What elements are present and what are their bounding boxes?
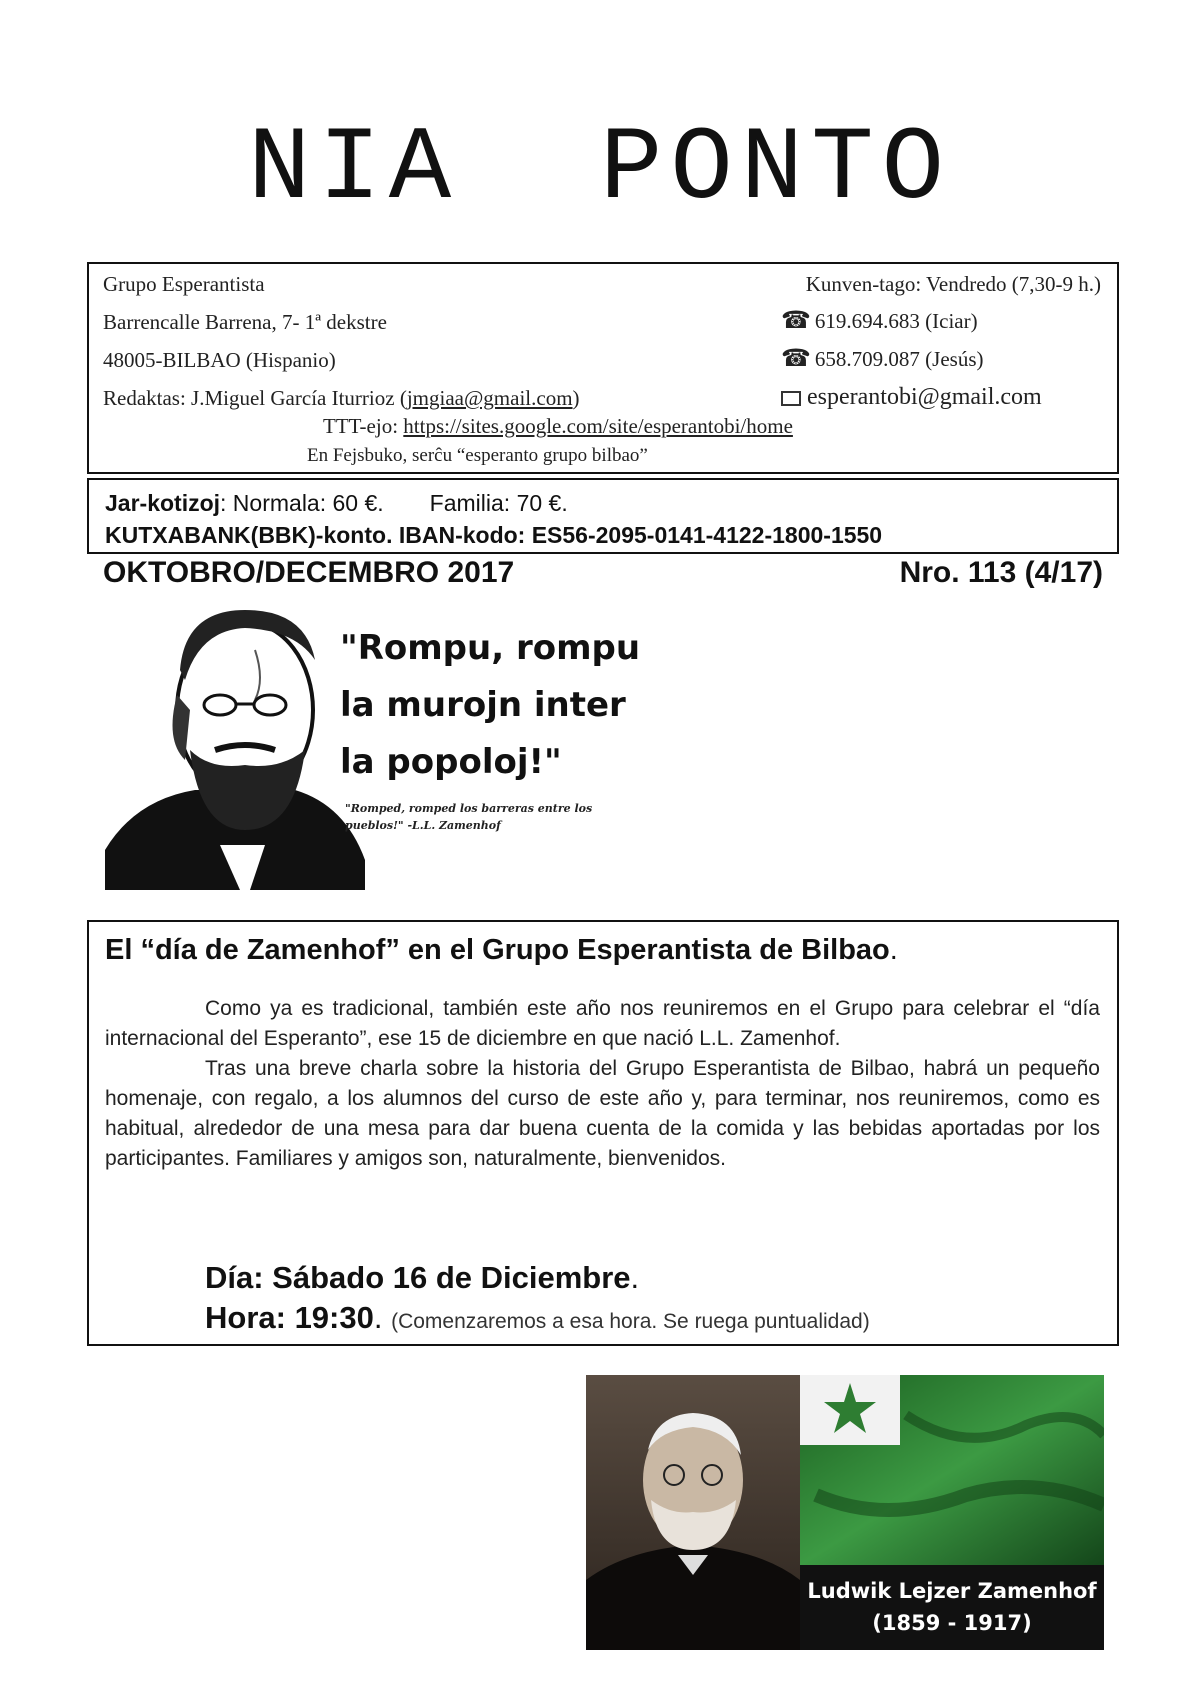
event-time: Hora: 19:30 — [205, 1300, 374, 1335]
phone-icon: ☎ — [781, 346, 811, 372]
group-email[interactable]: esperantobi@gmail.com — [807, 384, 1042, 410]
quote-line-3: la popoloj!" — [340, 742, 562, 782]
quote-translation — [345, 800, 665, 834]
article-title-end: . — [889, 934, 898, 966]
article-paragraph-2: Tras una breve charla sobre la historia del Grupo Esperantista de Bilbao, habrá un pequeño homenaje, con regalo, a los alumnos del curso de este año y, para terminar, nos reuniremos, como es habitual, alrededor de una mesa para dar buena cuenta de la comida y las bebidas aportadas por los participantes. Familiares y amigos son, naturalmente, bienvenidos. — [105, 1057, 1100, 1170]
website-link[interactable]: https://sites.google.com/site/esperantobi/home — [403, 414, 793, 438]
phone-line-2 — [781, 344, 983, 373]
event-time-note: (Comenzaremos a esa hora. Se ruega puntualidad) — [391, 1310, 870, 1333]
phone-number-2: 658.709.087 (Jesús) — [814, 347, 984, 371]
fee-family: Familia: 70 €. — [429, 490, 568, 516]
quote-line-1: "Rompu, rompu — [340, 628, 641, 668]
article-title — [105, 934, 898, 967]
article-paragraph-1: Como ya es tradicional, también este año nos reuniremos en el Grupo para celebrar el “día internacional del Esperanto”, ese 15 de diciembre en que nació L.L. Zamenhof. — [105, 997, 1100, 1050]
website-prefix: TTT-ejo: — [323, 414, 404, 438]
website-line — [323, 414, 793, 439]
event-day: Día: Sábado 16 de Diciembre — [205, 1260, 631, 1295]
zamenhof-day-article — [87, 920, 1119, 1346]
quote-line-2: la murojn inter — [340, 685, 626, 725]
editor-prefix: Redaktas: J.Miguel García Iturrioz ( — [103, 386, 407, 410]
caption-years: (1859 - 1917) — [872, 1611, 1032, 1635]
group-name: Grupo Esperantista — [103, 272, 265, 296]
phone-icon: ☎ — [781, 308, 811, 334]
address: Barrencalle Barrena, 7- 1ª dekstre — [103, 310, 387, 334]
bank-account: KUTXABANK(BBK)-konto. IBAN-kodo: ES56-2095-0141-4122-1800-1550 — [105, 522, 883, 548]
editor-line — [103, 386, 580, 411]
phone-number-1: 619.694.683 (Iciar) — [814, 309, 978, 333]
event-day-line — [205, 1258, 870, 1298]
facebook-note: En Fejsbuko, serĉu “esperanto grupo bilbao” — [307, 445, 648, 466]
issue-number: Nro. 113 (4/17) — [899, 556, 1103, 589]
zamenhof-sketch-portrait — [105, 600, 365, 890]
contact-info-box — [87, 262, 1119, 474]
event-details — [205, 1258, 870, 1342]
computer-icon — [781, 391, 801, 406]
fees-box — [87, 478, 1119, 554]
editor-suffix: ) — [572, 386, 580, 410]
issue-row — [103, 556, 1103, 590]
photo-caption — [800, 1565, 1104, 1650]
article-title-text: El “día de Zamenhof” en el Grupo Esperantista de Bilbao — [105, 934, 890, 966]
email-line — [781, 384, 1042, 411]
quote-translation-2: pueblos!" -L.L. Zamenhof — [345, 819, 501, 832]
fees-line — [105, 490, 568, 517]
zamenhof-photo-block — [586, 1375, 1104, 1650]
city: 48005-BILBAO (Hispanio) — [103, 348, 336, 372]
event-time-end: . — [373, 1300, 392, 1335]
event-time-line — [205, 1298, 870, 1342]
quote-translation-1: "Romped, romped los barreras entre los — [345, 802, 593, 815]
zamenhof-quote — [340, 620, 640, 791]
fees-label: Jar-kotizoj — [105, 490, 221, 516]
issue-period: OKTOBRO/DECEMBRO 2017 — [103, 556, 515, 589]
meeting-day: Kunven-tago: Vendredo (7,30-9 h.) — [805, 272, 1101, 296]
caption-name: Ludwik Lejzer Zamenhof — [807, 1579, 1097, 1603]
masthead-title: NIA PONTO — [247, 111, 953, 229]
event-day-end: . — [630, 1260, 640, 1295]
article-body — [105, 994, 1100, 1174]
phone-line-1 — [781, 306, 978, 335]
fee-normal: : Normala: 60 €. — [220, 490, 384, 516]
editor-email-link[interactable]: jmgiaa@gmail.com — [406, 386, 573, 410]
